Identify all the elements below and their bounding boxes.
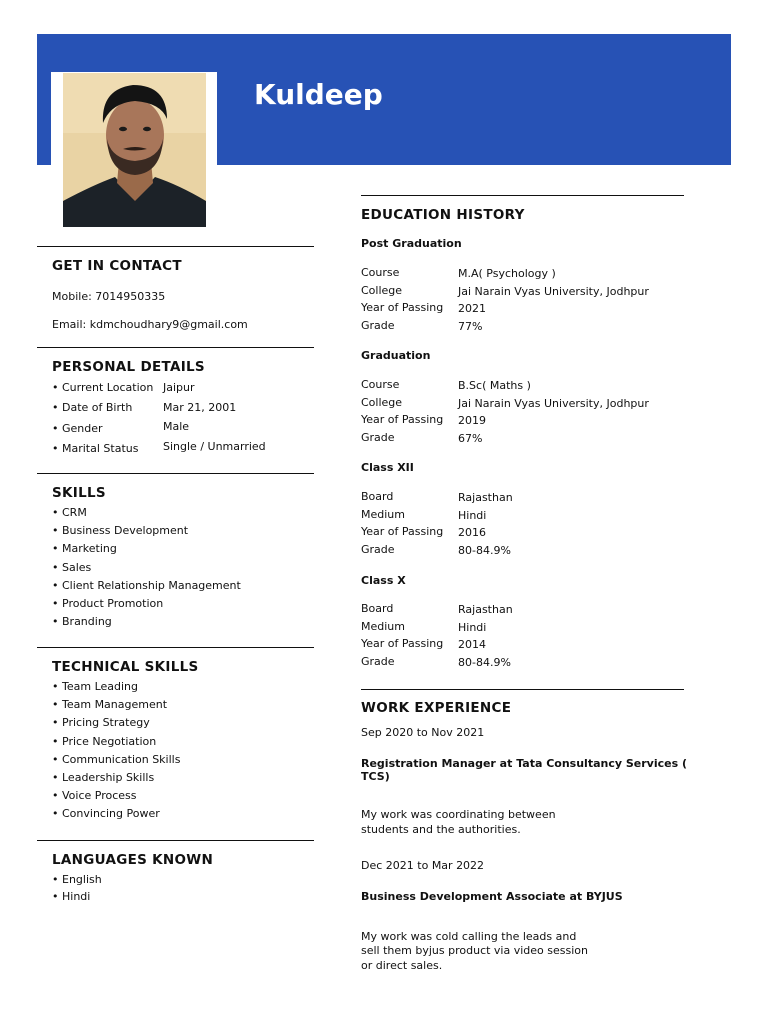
languages-title: LANGUAGES KNOWN bbox=[52, 852, 214, 868]
personal-row bbox=[52, 381, 312, 397]
detail-value: 2014 bbox=[458, 638, 486, 651]
detail-row bbox=[361, 653, 691, 671]
detail-label: Medium bbox=[361, 507, 405, 521]
technical-title: TECHNICAL SKILLS bbox=[52, 659, 199, 675]
detail-row bbox=[361, 376, 691, 394]
detail-label: Year of Passing bbox=[361, 525, 444, 538]
detail-label: Board bbox=[361, 602, 394, 615]
education-details bbox=[361, 376, 691, 446]
list-item: • Voice Process bbox=[52, 787, 312, 805]
detail-value: 67% bbox=[458, 431, 483, 445]
education-heading: Class X bbox=[361, 574, 406, 587]
detail-value: Hindi bbox=[458, 620, 487, 634]
list-item: • Pricing Strategy bbox=[52, 714, 312, 732]
detail-label: Course bbox=[361, 378, 400, 391]
personal-value: Mar 21, 2001 bbox=[163, 401, 237, 414]
job-role-cont: TCS) bbox=[361, 770, 390, 783]
detail-row bbox=[361, 282, 691, 300]
contact-title: GET IN CONTACT bbox=[52, 258, 182, 274]
detail-label: Year of Passing bbox=[361, 637, 444, 650]
list-item: • Communication Skills bbox=[52, 751, 312, 769]
detail-row bbox=[361, 635, 691, 653]
list-item: • Sales bbox=[52, 559, 312, 577]
education-heading: Class XII bbox=[361, 461, 414, 474]
job-dates: Sep 2020 to Nov 2021 bbox=[361, 726, 485, 739]
personal-label: • Gender bbox=[52, 422, 103, 435]
job-desc: sell them byjus product via video session bbox=[361, 944, 588, 957]
detail-value: 80-84.9% bbox=[458, 543, 511, 557]
personal-row bbox=[52, 440, 312, 456]
detail-row bbox=[361, 394, 691, 412]
personal-label: • Current Location bbox=[52, 381, 153, 394]
skills-title: SKILLS bbox=[52, 485, 106, 501]
list-item: • English bbox=[52, 871, 312, 888]
list-item: • Business Development bbox=[52, 522, 312, 540]
detail-value: 2019 bbox=[458, 414, 486, 427]
education-heading: Post Graduation bbox=[361, 237, 462, 250]
job-desc: students and the authorities. bbox=[361, 823, 521, 836]
personal-title: PERSONAL DETAILS bbox=[52, 359, 205, 375]
personal-label: • Date of Birth bbox=[52, 401, 132, 414]
divider bbox=[37, 246, 314, 247]
skills-list bbox=[52, 504, 312, 631]
divider bbox=[361, 195, 684, 196]
detail-label: Grade bbox=[361, 542, 395, 556]
detail-row bbox=[361, 541, 691, 559]
divider bbox=[37, 840, 314, 841]
job-role: Business Development Associate at BYJUS bbox=[361, 890, 623, 903]
detail-label: Course bbox=[361, 266, 400, 279]
job-role: Registration Manager at Tata Consultancy Services ( bbox=[361, 757, 687, 770]
detail-value: Rajasthan bbox=[458, 603, 513, 616]
education-details bbox=[361, 264, 691, 334]
detail-value: 77% bbox=[458, 319, 483, 333]
list-item: • Client Relationship Management bbox=[52, 577, 312, 595]
detail-row bbox=[361, 429, 691, 447]
detail-value: Jai Narain Vyas University, Jodhpur bbox=[458, 396, 649, 410]
work-title: WORK EXPERIENCE bbox=[361, 700, 512, 716]
detail-label: Grade bbox=[361, 318, 395, 332]
education-details bbox=[361, 488, 691, 558]
list-item: • Product Promotion bbox=[52, 595, 312, 613]
detail-row bbox=[361, 264, 691, 282]
divider bbox=[37, 473, 314, 474]
detail-label: Grade bbox=[361, 654, 395, 668]
detail-value: 2021 bbox=[458, 302, 486, 315]
personal-row bbox=[52, 401, 312, 417]
detail-value: B.Sc( Maths ) bbox=[458, 379, 531, 392]
profile-photo bbox=[63, 73, 206, 227]
detail-label: Medium bbox=[361, 619, 405, 633]
personal-value: Single / Unmarried bbox=[163, 440, 266, 453]
education-details bbox=[361, 600, 691, 670]
divider bbox=[37, 647, 314, 648]
detail-label: College bbox=[361, 283, 403, 297]
list-item: • Convincing Power bbox=[52, 805, 312, 823]
detail-value: Rajasthan bbox=[458, 491, 513, 504]
detail-value: Hindi bbox=[458, 508, 487, 522]
list-item: • Marketing bbox=[52, 540, 312, 558]
list-item: • CRM bbox=[52, 504, 312, 522]
education-heading: Graduation bbox=[361, 349, 431, 362]
personal-label: • Marital Status bbox=[52, 442, 138, 455]
education-title: EDUCATION HISTORY bbox=[361, 207, 525, 223]
detail-value: Jai Narain Vyas University, Jodhpur bbox=[458, 284, 649, 298]
detail-value: 80-84.9% bbox=[458, 655, 511, 669]
detail-row bbox=[361, 299, 691, 317]
detail-label: Grade bbox=[361, 430, 395, 444]
detail-row bbox=[361, 600, 691, 618]
divider bbox=[361, 689, 684, 690]
detail-row bbox=[361, 523, 691, 541]
divider bbox=[37, 347, 314, 348]
detail-row bbox=[361, 618, 691, 636]
detail-value: 2016 bbox=[458, 526, 486, 539]
contact-mobile: Mobile: 7014950335 bbox=[52, 290, 166, 303]
detail-label: Year of Passing bbox=[361, 301, 444, 314]
list-item: • Leadership Skills bbox=[52, 769, 312, 787]
personal-value: Male bbox=[163, 420, 190, 433]
list-item: • Team Management bbox=[52, 696, 312, 714]
candidate-name: Kuldeep bbox=[254, 78, 383, 111]
job-desc: or direct sales. bbox=[361, 959, 443, 972]
job-desc: My work was coordinating between bbox=[361, 808, 556, 821]
job-dates: Dec 2021 to Mar 2022 bbox=[361, 859, 485, 872]
list-item: • Hindi bbox=[52, 888, 312, 905]
list-item: • Team Leading bbox=[52, 678, 312, 696]
languages-list bbox=[52, 871, 312, 905]
detail-row bbox=[361, 317, 691, 335]
technical-list bbox=[52, 678, 312, 824]
detail-label: Board bbox=[361, 490, 394, 503]
detail-row bbox=[361, 488, 691, 506]
detail-row bbox=[361, 411, 691, 429]
personal-value: Jaipur bbox=[163, 381, 195, 394]
personal-row bbox=[52, 420, 312, 436]
detail-label: College bbox=[361, 395, 403, 409]
list-item: • Branding bbox=[52, 613, 312, 631]
contact-email: Email: kdmchoudhary9@gmail.com bbox=[52, 318, 248, 331]
list-item: • Price Negotiation bbox=[52, 733, 312, 751]
detail-label: Year of Passing bbox=[361, 413, 444, 426]
detail-row bbox=[361, 506, 691, 524]
job-desc: My work was cold calling the leads and bbox=[361, 930, 577, 943]
detail-value: M.A( Psychology ) bbox=[458, 267, 556, 280]
